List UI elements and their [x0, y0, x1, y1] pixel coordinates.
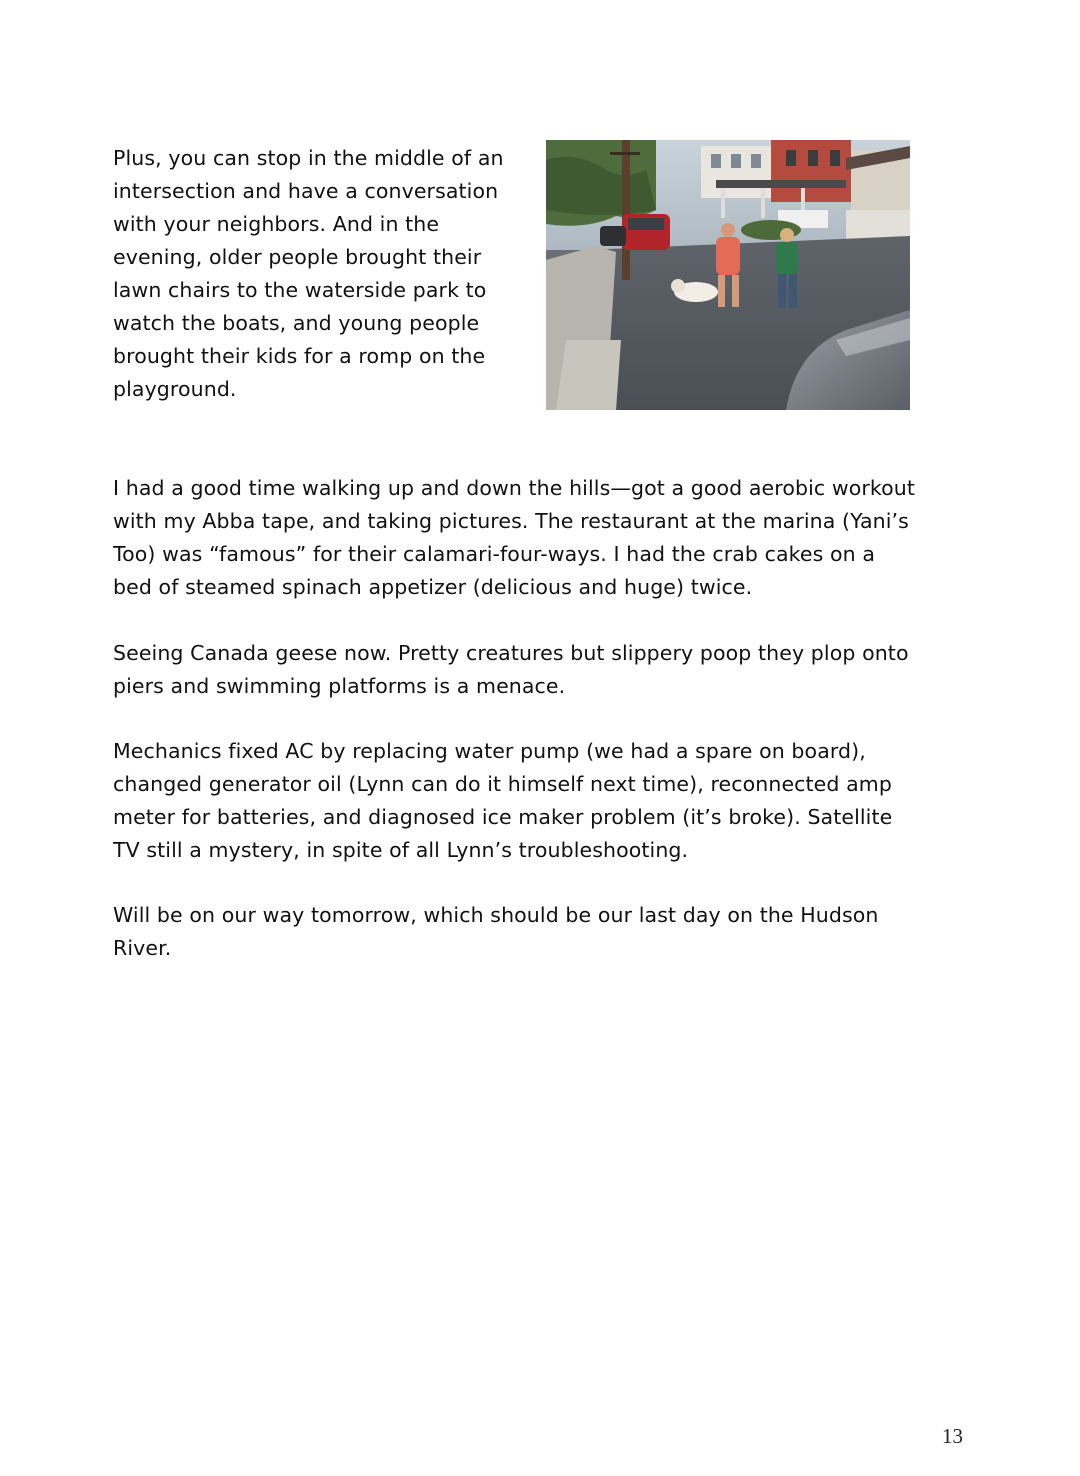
text-line: evening, older people brought their	[113, 245, 482, 269]
street-photo	[546, 140, 910, 410]
text-line: intersection and have a conversation	[113, 179, 499, 203]
text-line: Seeing Canada geese now. Pretty creatures but slippery poop they plop onto	[113, 641, 909, 665]
text-line: Too) was “famous” for their calamari-four-ways. I had the crab cakes on a	[113, 542, 876, 566]
text-line: Plus, you can stop in the middle of an	[113, 146, 504, 170]
text-line: Mechanics fixed AC by replacing water pump (we had a spare on board),	[113, 739, 866, 763]
text-line: playground.	[113, 377, 237, 401]
text-line: bed of steamed spinach appetizer (delicious and huge) twice.	[113, 575, 753, 599]
text-line: Will be on our way tomorrow, which should be our last day on the Hudson	[113, 903, 879, 927]
text-line: watch the boats, and young people	[113, 311, 480, 335]
text-line: lawn chairs to the waterside park to	[113, 278, 487, 302]
text-line: changed generator oil (Lynn can do it himself next time), reconnected amp	[113, 772, 892, 796]
text-line: meter for batteries, and diagnosed ice maker problem (it’s broke). Satellite	[113, 805, 893, 829]
text-line: I had a good time walking up and down the hills—got a good aerobic workout	[113, 476, 916, 500]
text-line: piers and swimming platforms is a menace.	[113, 674, 566, 698]
text-line: with my Abba tape, and taking pictures. The restaurant at the marina (Yani’s	[113, 509, 909, 533]
text-line: brought their kids for a romp on the	[113, 344, 486, 368]
text-line: River.	[113, 936, 172, 960]
text-line: TV still a mystery, in spite of all Lynn’s troubleshooting.	[113, 838, 689, 862]
text-line: with your neighbors. And in the	[113, 212, 440, 236]
page-number: 13	[942, 1424, 963, 1448]
